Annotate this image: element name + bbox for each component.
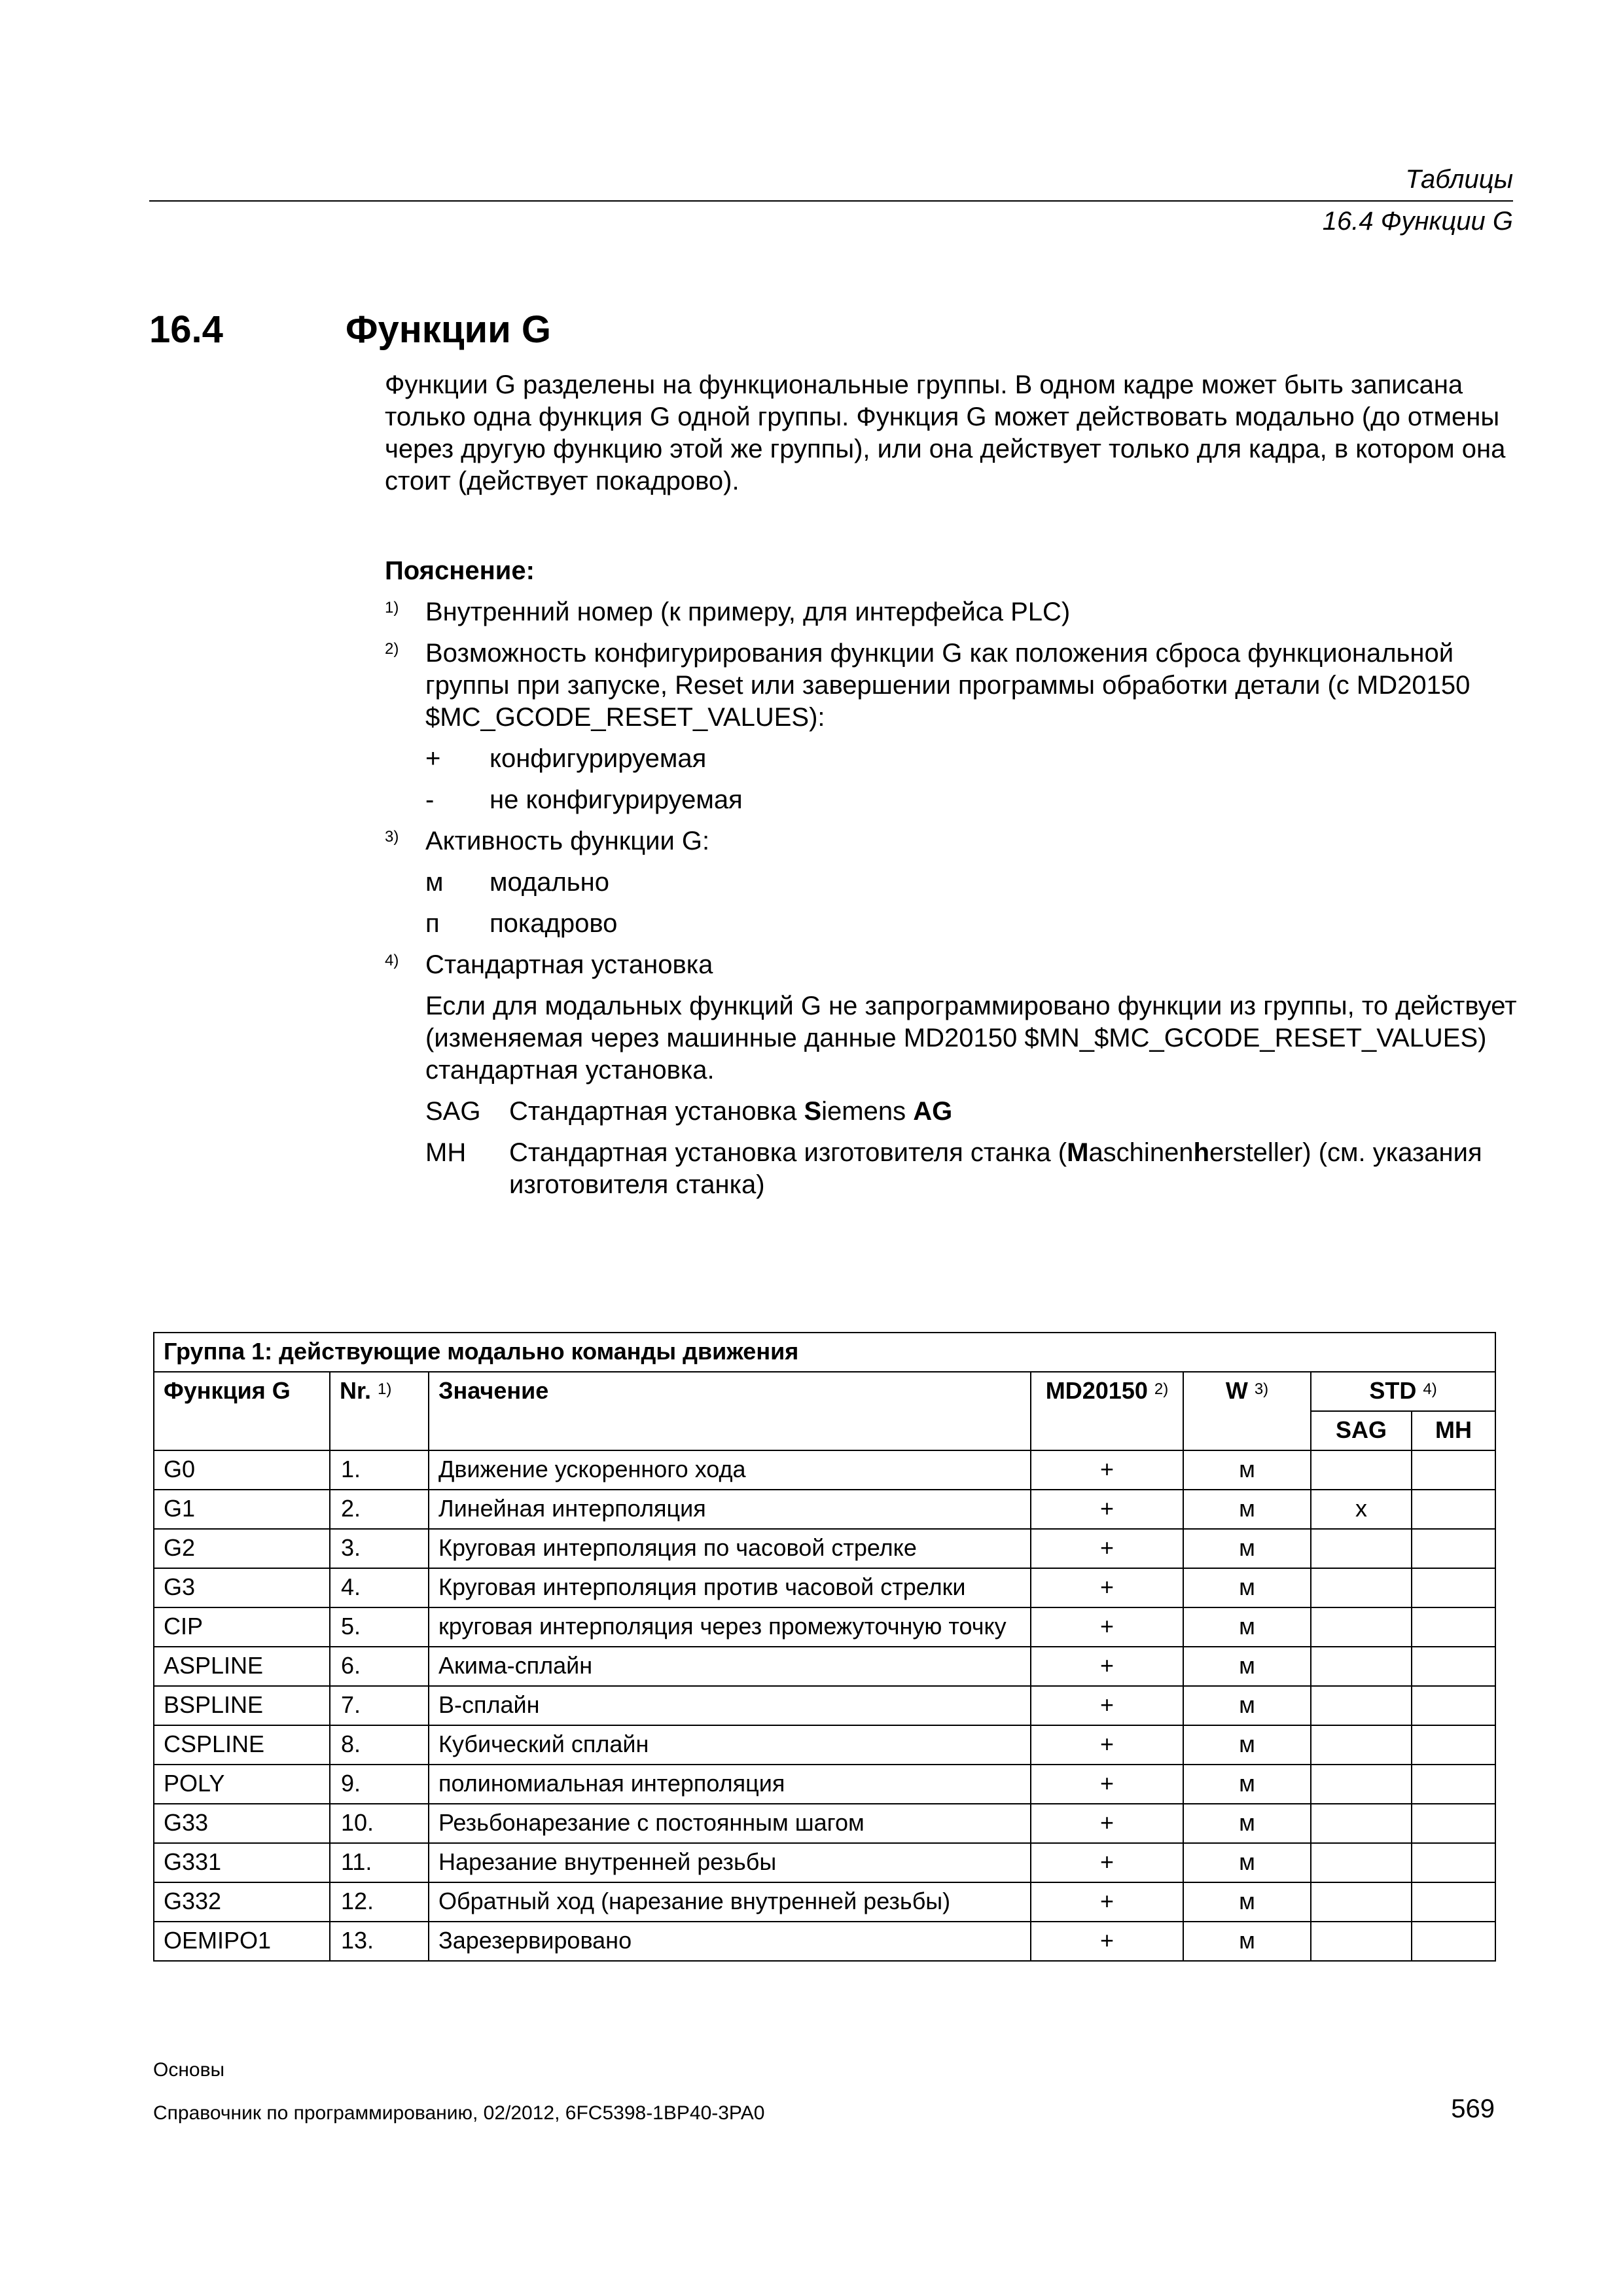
cell-sag bbox=[1311, 1765, 1412, 1804]
cell-func: G33 bbox=[154, 1804, 330, 1843]
cell-func: G0 bbox=[154, 1450, 330, 1490]
notes-block bbox=[385, 555, 1524, 1201]
cell-func: CIP bbox=[154, 1607, 330, 1647]
cell-nr: 8. bbox=[330, 1725, 429, 1765]
cell-md: + bbox=[1031, 1686, 1183, 1725]
cell-func: G331 bbox=[154, 1843, 330, 1882]
header-w: W $^{3)}$ bbox=[1183, 1372, 1311, 1450]
table-row bbox=[154, 1568, 1495, 1607]
cell-sag: x bbox=[1311, 1490, 1412, 1529]
footnote-item-mh bbox=[425, 1137, 1524, 1201]
cell-mh bbox=[1412, 1647, 1495, 1686]
table-row bbox=[154, 1529, 1495, 1568]
cell-mh bbox=[1412, 1882, 1495, 1922]
section-number: 16.4 bbox=[149, 308, 223, 351]
cell-meaning: Круговая интерполяция против часовой стрелки bbox=[429, 1568, 1031, 1607]
item-key: п bbox=[425, 909, 440, 938]
cell-w: м bbox=[1183, 1568, 1311, 1607]
cell-nr: 13. bbox=[330, 1922, 429, 1961]
cell-w: м bbox=[1183, 1922, 1311, 1961]
intro-paragraph: Функции G разделены на функциональные группы. В одном кадре может быть записана только одна функция G одной группы. Функция G может действовать модально (до отмены через другую функцию этой же группы), или она действует только для кадра, в котором она стоит (действует покадрово). bbox=[385, 370, 1506, 495]
notes-title: Пояснение: bbox=[385, 556, 535, 585]
cell-meaning: Линейная интерполяция bbox=[429, 1490, 1031, 1529]
header-sag: SAG bbox=[1311, 1411, 1412, 1450]
table-row bbox=[154, 1490, 1495, 1529]
item-text: не конфигурируемая bbox=[490, 785, 743, 814]
footnote-item bbox=[425, 908, 1524, 940]
table-group-title: Группа 1: действующие модально команды движения bbox=[154, 1333, 1495, 1372]
cell-meaning: Резьбонарезание с постоянным шагом bbox=[429, 1804, 1031, 1843]
cell-md: + bbox=[1031, 1922, 1183, 1961]
cell-meaning: Движение ускоренного хода bbox=[429, 1450, 1031, 1490]
cell-w: м bbox=[1183, 1882, 1311, 1922]
footnote-1 bbox=[385, 596, 1524, 628]
cell-nr: 1. bbox=[330, 1450, 429, 1490]
cell-mh bbox=[1412, 1686, 1495, 1725]
footnote-2 bbox=[385, 637, 1524, 734]
table-row bbox=[154, 1725, 1495, 1765]
cell-sag bbox=[1311, 1725, 1412, 1765]
cell-nr: 4. bbox=[330, 1568, 429, 1607]
cell-func: ASPLINE bbox=[154, 1647, 330, 1686]
cell-sag bbox=[1311, 1568, 1412, 1607]
footnote-4 bbox=[385, 949, 1524, 981]
cell-md: + bbox=[1031, 1529, 1183, 1568]
item-text: Стандартная установка изготовителя станка (Maschinenhersteller) (см. указания изготовителя станка) bbox=[509, 1138, 1482, 1199]
table-row bbox=[154, 1765, 1495, 1804]
cell-md: + bbox=[1031, 1725, 1183, 1765]
cell-w: м bbox=[1183, 1647, 1311, 1686]
cell-func: G2 bbox=[154, 1529, 330, 1568]
table-row bbox=[154, 1843, 1495, 1882]
item-key: SAG bbox=[425, 1097, 481, 1126]
cell-w: м bbox=[1183, 1490, 1311, 1529]
cell-nr: 7. bbox=[330, 1686, 429, 1725]
cell-func: BSPLINE bbox=[154, 1686, 330, 1725]
item-key: MH bbox=[425, 1138, 467, 1167]
header-nr: Nr. $^{1)}$ bbox=[330, 1372, 429, 1450]
cell-md: + bbox=[1031, 1450, 1183, 1490]
cell-md: + bbox=[1031, 1765, 1183, 1804]
header-rule bbox=[149, 200, 1513, 202]
item-key: + bbox=[425, 744, 441, 773]
cell-mh bbox=[1412, 1765, 1495, 1804]
cell-nr: 10. bbox=[330, 1804, 429, 1843]
footnote-text: Внутренний номер (к примеру, для интерфейса PLC) bbox=[425, 598, 1071, 626]
item-key: - bbox=[425, 785, 435, 814]
item-text: Стандартная установка Siemens AG bbox=[509, 1097, 953, 1126]
footnote-mark: 3) bbox=[385, 828, 399, 846]
footnote-mark: 2) bbox=[385, 640, 399, 658]
cell-w: м bbox=[1183, 1607, 1311, 1647]
header-meaning: Значение bbox=[429, 1372, 1031, 1450]
cell-nr: 6. bbox=[330, 1647, 429, 1686]
footnote-item bbox=[425, 743, 1524, 775]
running-header-title: Таблицы bbox=[1405, 165, 1513, 194]
item-text: модально bbox=[490, 868, 609, 897]
cell-func: CSPLINE bbox=[154, 1725, 330, 1765]
cell-sag bbox=[1311, 1804, 1412, 1843]
cell-func: POLY bbox=[154, 1765, 330, 1804]
cell-w: м bbox=[1183, 1843, 1311, 1882]
cell-nr: 3. bbox=[330, 1529, 429, 1568]
table-row bbox=[154, 1686, 1495, 1725]
cell-mh bbox=[1412, 1843, 1495, 1882]
cell-meaning: Нарезание внутренней резьбы bbox=[429, 1843, 1031, 1882]
cell-mh bbox=[1412, 1529, 1495, 1568]
cell-nr: 11. bbox=[330, 1843, 429, 1882]
cell-md: + bbox=[1031, 1843, 1183, 1882]
cell-w: м bbox=[1183, 1765, 1311, 1804]
cell-nr: 5. bbox=[330, 1607, 429, 1647]
cell-sag bbox=[1311, 1686, 1412, 1725]
footnote-item bbox=[425, 784, 1524, 816]
cell-meaning: Круговая интерполяция по часовой стрелке bbox=[429, 1529, 1031, 1568]
item-text: конфигурируемая bbox=[490, 744, 707, 773]
cell-md: + bbox=[1031, 1882, 1183, 1922]
header-std: STD $^{4)}$ bbox=[1311, 1372, 1495, 1411]
cell-mh bbox=[1412, 1804, 1495, 1843]
table-row bbox=[154, 1607, 1495, 1647]
footer-line-1: Основы bbox=[153, 2059, 225, 2081]
footnote-text: Возможность конфигурирования функции G как положения сброса функциональной группы при запуске, Reset или завершении программы обработки детали (с MD20150 $MC_GCODE_RESET_VALUES): bbox=[425, 639, 1471, 732]
header-mh: MH bbox=[1412, 1411, 1495, 1450]
cell-func: G3 bbox=[154, 1568, 330, 1607]
cell-meaning: Кубический сплайн bbox=[429, 1725, 1031, 1765]
cell-sag bbox=[1311, 1843, 1412, 1882]
cell-nr: 2. bbox=[330, 1490, 429, 1529]
footnote-text: Стандартная установка bbox=[425, 950, 713, 979]
cell-nr: 12. bbox=[330, 1882, 429, 1922]
cell-sag bbox=[1311, 1647, 1412, 1686]
cell-meaning: Зарезервировано bbox=[429, 1922, 1031, 1961]
cell-md: + bbox=[1031, 1490, 1183, 1529]
cell-meaning: круговая интерполяция через промежуточную точку bbox=[429, 1607, 1031, 1647]
footnote-mark: 4) bbox=[385, 952, 399, 969]
cell-meaning: Обратный ход (нарезание внутренней резьбы) bbox=[429, 1882, 1031, 1922]
footer-line-2: Справочник по программированию, 02/2012, 6FC5398-1BP40-3PA0 bbox=[153, 2102, 765, 2124]
cell-func: OEMIPO1 bbox=[154, 1922, 330, 1961]
cell-mh bbox=[1412, 1450, 1495, 1490]
header-func: Функция G bbox=[154, 1372, 330, 1450]
cell-mh bbox=[1412, 1725, 1495, 1765]
table-row bbox=[154, 1450, 1495, 1490]
table-row bbox=[154, 1882, 1495, 1922]
table-row bbox=[154, 1647, 1495, 1686]
footnote-item bbox=[425, 867, 1524, 899]
cell-func: G1 bbox=[154, 1490, 330, 1529]
footnote-text: Активность функции G: bbox=[425, 827, 710, 855]
page-number: 569 bbox=[1451, 2094, 1495, 2123]
cell-md: + bbox=[1031, 1647, 1183, 1686]
item-key: м bbox=[425, 868, 444, 897]
cell-sag bbox=[1311, 1882, 1412, 1922]
cell-func: G332 bbox=[154, 1882, 330, 1922]
cell-md: + bbox=[1031, 1607, 1183, 1647]
cell-w: м bbox=[1183, 1804, 1311, 1843]
cell-mh bbox=[1412, 1568, 1495, 1607]
g-functions-table bbox=[153, 1332, 1496, 1962]
cell-mh bbox=[1412, 1922, 1495, 1961]
item-text: покадрово bbox=[490, 909, 618, 938]
section-title: Функции G bbox=[346, 308, 552, 351]
cell-mh bbox=[1412, 1490, 1495, 1529]
cell-meaning: B-сплайн bbox=[429, 1686, 1031, 1725]
header-md: MD20150 $^{2)}$ bbox=[1031, 1372, 1183, 1450]
cell-sag bbox=[1311, 1529, 1412, 1568]
cell-w: м bbox=[1183, 1450, 1311, 1490]
footnote-item-sag bbox=[425, 1096, 1524, 1128]
running-header-section: 16.4 Функции G bbox=[1322, 207, 1513, 236]
table-row bbox=[154, 1804, 1495, 1843]
cell-sag bbox=[1311, 1922, 1412, 1961]
cell-w: м bbox=[1183, 1529, 1311, 1568]
footnote-paragraph: Если для модальных функций G не запрограммировано функции из группы, то действует (изменяемая через машинные данные MD20150 $MN_$MC_GCODE_RESET_VALUES) стандартная установка. bbox=[425, 992, 1517, 1085]
cell-nr: 9. bbox=[330, 1765, 429, 1804]
cell-meaning: полиномиальная интерполяция bbox=[429, 1765, 1031, 1804]
cell-md: + bbox=[1031, 1804, 1183, 1843]
cell-meaning: Акима-сплайн bbox=[429, 1647, 1031, 1686]
cell-w: м bbox=[1183, 1686, 1311, 1725]
cell-md: + bbox=[1031, 1568, 1183, 1607]
cell-mh bbox=[1412, 1607, 1495, 1647]
cell-sag bbox=[1311, 1607, 1412, 1647]
cell-sag bbox=[1311, 1450, 1412, 1490]
cell-w: м bbox=[1183, 1725, 1311, 1765]
footnote-3 bbox=[385, 825, 1524, 857]
footnote-mark: 1) bbox=[385, 599, 399, 617]
table-row bbox=[154, 1922, 1495, 1961]
